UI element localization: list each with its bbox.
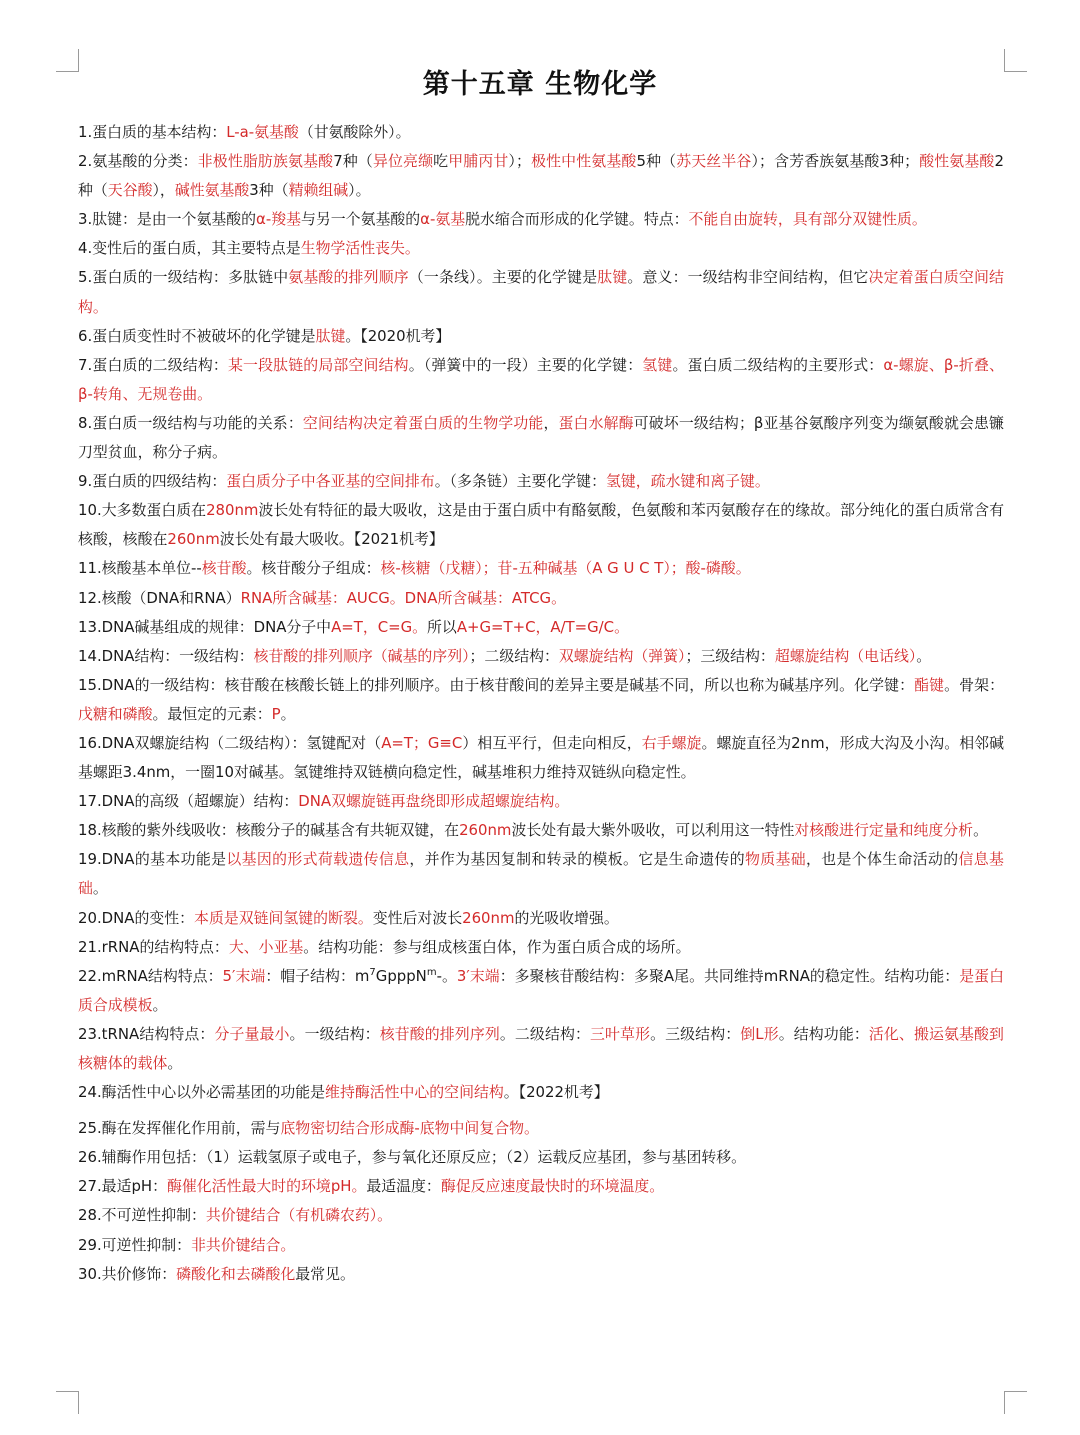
note-item-6 [78,322,1004,351]
corner-mark-bottom-left [56,1391,79,1414]
note-item-2 [78,147,1004,205]
highlighted-text: 肽键 [315,326,346,345]
highlighted-text: 260nm [459,821,512,840]
highlighted-text: A=T，C=G。 [331,617,428,636]
note-item-9 [78,467,1004,496]
highlighted-text: 核-核糖（戊糖）；苷-五种碱基（A G U C T）；酸-磷酸。 [380,559,751,578]
note-text: 26.辅酶作用包括：（1）运载氢原子或电子，参与氧化还原反应；（2）运载反应基团，参与基团转移。 [78,1148,747,1167]
highlighted-text: A+G=T+C，A/T=G/C。 [456,617,629,636]
superscript-text: m [426,966,437,978]
highlighted-text: 精赖组碱 [288,181,349,200]
note-text: 12.核酸（DNA和RNA） [78,588,241,607]
note-text: ，也是个体生命活动的 [806,850,959,869]
highlighted-text: A=T；G≡C [381,733,463,752]
note-text: 。【2022机考】 [503,1083,609,1102]
note-text: 22.mRNA结构特点： [78,966,223,985]
corner-mark-bottom-right [1004,1391,1027,1414]
highlighted-text: 极性中性氨基酸 [530,152,637,171]
highlighted-text: 核苷酸的排列顺序（碱基的序列） [253,646,470,665]
note-text: 3种（ [249,181,289,200]
note-text: ：帽子结构：m [265,966,370,985]
highlighted-text: 260nm [462,908,515,927]
highlighted-text: 维持酶活性中心的空间结构 [325,1083,504,1102]
note-text: 。结构功能： [778,1024,869,1043]
highlighted-text: DNA双螺旋链再盘绕即形成超螺旋结构。 [298,792,570,811]
note-item-10 [78,496,1004,554]
highlighted-text: 决定着蛋白质空间结构。 [78,268,1004,316]
highlighted-text: 甲脯丙甘 [448,152,509,171]
note-text: 5种（ [636,152,677,171]
highlighted-text: 大、小亚基 [228,937,304,956]
highlighted-text: 右手螺旋 [641,733,702,752]
highlighted-text: α-氨基 [420,210,466,229]
note-text: 30.共价修饰： [78,1264,177,1283]
note-text: ）， [152,181,175,200]
note-text: 2.氨基酸的分类： [78,152,198,171]
note-text: 。结构功能：参与组成核蛋白体，作为蛋白质合成的场所。 [303,937,691,956]
note-text: GpppN [375,966,427,985]
highlighted-text: 酸性氨基酸 [919,152,995,171]
highlighted-text: 分子量最小 [214,1024,290,1043]
highlighted-text: 底物密切结合形成酶-底物中间复合物。 [280,1119,539,1138]
highlighted-text: 肽键 [597,268,628,287]
note-text: 29.可逆性抑制： [78,1235,192,1254]
highlighted-text: 空间结构决定着蛋白质的生物学功能 [302,413,544,432]
note-text: ，并作为基因复制和转录的模板。它是生命遗传的 [409,850,745,869]
highlighted-text: 信息基础 [78,850,1004,898]
note-text: 。骨架： [944,675,1004,694]
highlighted-text: 共价键结合（有机磷农药）。 [205,1206,393,1225]
note-item-14 [78,642,1004,671]
note-text: 。意义：一级结构非空间结构，但它 [627,268,869,287]
highlighted-text: 碱性氨基酸 [174,181,250,200]
highlighted-text: 某一段肽链的局部空间结构 [227,355,409,374]
superscript-text: 7 [369,966,376,978]
highlighted-text: 倒L形 [740,1024,779,1043]
note-item-15 [78,671,1004,729]
note-text: 。核苷酸分子组成： [246,559,381,578]
note-text: 。二级结构： [499,1024,591,1043]
note-item-11 [78,554,1004,583]
note-item-28 [78,1201,1004,1230]
note-item-1 [78,118,1004,147]
note-text: 最常见。 [295,1264,355,1283]
note-text: （甘氨酸除外）。 [298,123,411,141]
note-text: ：多聚核苷酸结构：多聚A尾。共同维持mRNA的稳定性。结构功能： [499,966,960,985]
note-text: 。 [280,704,296,723]
note-text: 变性后对波长 [372,908,463,927]
note-text: 5.蛋白质的一级结构：多肽链中 [78,268,289,287]
highlighted-text: 生物学活性丧失。 [300,239,420,258]
note-item-3 [78,205,1004,234]
note-item-17 [78,787,1004,816]
note-text: ；二级结构： [469,646,559,665]
note-text: 28.不可逆性抑制： [78,1206,206,1225]
note-text: 的光吸收增强。 [514,908,619,927]
note-item-30 [78,1260,1004,1289]
note-item-23 [78,1020,1004,1078]
note-text: 。（弹簧中的一段）主要的化学键： [408,355,643,374]
note-text: 14.DNA结构：一级结构： [78,646,254,665]
note-item-22 [78,962,1004,1020]
highlighted-text: 3′末端 [456,966,500,985]
notes-list [78,118,1004,1289]
note-text: 10.大多数蛋白质在 [78,501,207,520]
note-text: 1.蛋白质的基本结构： [78,123,227,141]
note-text: ；三级结构： [685,646,775,665]
highlighted-text: 活化、搬运氨基酸到核糖体的载体 [78,1024,1004,1072]
note-text: 17.DNA的高级（超螺旋）结构： [78,792,299,811]
note-text: 11.核酸基本单位-- [78,559,202,578]
highlighted-text: 核苷酸 [201,559,247,578]
highlighted-text: 本质是双链间氢键的断裂。 [194,908,373,927]
note-text: 21.rRNA的结构特点： [78,937,229,956]
note-text: 与另一个氨基酸的 [301,210,421,229]
note-text: 可破坏一级结构；β亚基谷氨酸序列变为缬氨酸就会患镰刀型贫血，称分子病。 [78,413,1004,462]
note-item-13 [78,613,1004,642]
highlighted-text: 蛋白质分子中各亚基的空间排布 [226,472,435,491]
highlighted-text: 是蛋白质合成模板 [78,966,1005,1014]
highlighted-text: 戊糖和磷酸 [78,704,153,723]
highlighted-text: 苏天丝半谷 [676,152,752,171]
note-text: 18.核酸的紫外线吸收：核酸分子的碱基含有共轭双键，在 [78,821,460,840]
highlighted-text: 非极性脂肪族氨基酸 [197,152,334,171]
note-text: 16.DNA双螺旋结构（二级结构）：氢键配对（ [78,733,382,752]
note-text: 27.最适pH： [78,1177,168,1196]
note-text: （一条线）。主要的化学键是 [408,268,598,287]
note-text: 。 [92,879,108,898]
highlighted-text: 超螺旋结构（电话线） [774,646,917,665]
note-text: 。 [167,1054,183,1072]
note-item-29 [78,1231,1004,1260]
note-item-8 [78,409,1004,467]
highlighted-text: 氢键，疏水键和离子键。 [605,472,770,491]
highlighted-text: 非共价键结合。 [191,1235,296,1254]
note-text: 19.DNA的基本功能是 [78,850,227,869]
note-text: 25.酶在发挥催化作用前，需与 [78,1119,281,1138]
note-item-21 [78,933,1004,962]
note-text: 。螺旋直径为2nm，形成大沟及小沟。相邻碱基螺距3.4nm，一圈10对碱基。氢键维持双链横向稳定性，碱基堆积力维持双链纵向稳定性。 [78,733,1004,782]
note-text: 23.tRNA结构特点： [78,1024,215,1043]
highlighted-text: 磷酸化和去磷酸化 [176,1264,296,1283]
note-text: 脱水缩合而形成的化学键。特点： [465,210,689,229]
note-text: ）。 [348,181,371,200]
highlighted-text: 不能自由旋转，具有部分双键性质。 [688,210,927,229]
note-item-24 [78,1078,1004,1107]
note-text: 。 [152,995,168,1014]
note-text: 13.DNA碱基组成的规律：DNA分子中 [78,617,332,636]
note-text: 8.蛋白质一级结构与功能的关系： [78,413,303,432]
note-text: 20.DNA的变性： [78,908,195,927]
note-text: 。三级结构： [650,1024,741,1043]
note-item-4 [78,234,1004,263]
highlighted-text: P [271,704,281,723]
highlighted-text: 260nm [167,530,220,549]
highlighted-text: 核苷酸的排列序列 [379,1024,500,1043]
note-item-27 [78,1172,1004,1201]
note-text: 。最恒定的元素： [152,704,272,723]
note-text: 波长处有最大紫外吸收，可以利用这一特性 [511,821,795,840]
note-item-18 [78,816,1004,845]
note-text: 7.蛋白质的二级结构： [78,355,228,374]
note-text: -。 [436,966,457,985]
note-text: 所以 [427,617,457,636]
note-text: 波长处有最大吸收。【2021机考】 [219,530,444,549]
note-text: 7种（ [333,152,373,171]
note-text: ）； [508,152,531,171]
note-item-19 [78,845,1004,903]
highlighted-text: 天谷酸 [107,181,153,200]
highlighted-text: L-a-氨基酸 [226,123,299,141]
note-text: 。 [973,821,988,840]
note-text: 。蛋白质二级结构的主要形式： [672,355,884,374]
note-text: 9.蛋白质的四级结构： [78,472,227,491]
note-text: 。一级结构： [289,1024,380,1043]
note-text: 。 [916,646,932,665]
note-item-26 [78,1143,1004,1172]
highlighted-text: α-羧基 [256,210,301,229]
highlighted-text: 对核酸进行定量和纯度分析 [794,821,974,840]
note-text: 。【2020机考】 [345,326,451,345]
highlighted-text: 物质基础 [744,850,806,869]
highlighted-text: 以基因的形式荷载遗传信息 [226,850,410,869]
note-text: ）；含芳香族氨基酸3种； [751,152,920,171]
highlighted-text: 双螺旋结构（弹簧） [558,646,686,665]
highlighted-text: α-螺旋、β-折叠、β-转角、无规卷曲。 [78,355,1004,403]
highlighted-text: 酶促反应速度最快时的环境温度。 [440,1177,665,1196]
note-item-16 [78,729,1004,787]
note-text: 4.变性后的蛋白质，其主要特点是 [78,239,301,258]
note-item-7 [78,351,1004,409]
note-item-25 [78,1114,1004,1143]
highlighted-text: 酶催化活性最大时的环境pH。 [167,1177,367,1196]
note-text: 6.蛋白质变性时不被破坏的化学键是 [78,326,316,345]
highlighted-text: 蛋白水解酶 [558,413,634,432]
highlighted-text: 氢键 [642,355,673,374]
note-text: 15.DNA的一级结构：核苷酸在核酸长链上的排列顺序。由于核苷酸间的差异主要是碱基不同，所以也称为碱基序列。化学键： [78,675,915,694]
note-text: 最适温度： [366,1177,441,1196]
note-text: ， [543,413,559,432]
highlighted-text: 三叶草形 [590,1024,651,1043]
note-text: 。（多条链）主要化学键： [434,472,606,491]
highlighted-text: 异位亮缬 [372,152,434,171]
highlighted-text: 5′末端 [222,966,266,985]
note-item-12 [78,584,1004,613]
note-text: 波长处有特征的最大吸收，这是由于蛋白质中有酪氨酸，色氨酸和苯丙氨酸存在的缘故。部分纯化的蛋白质常含有核酸，核酸在 [78,501,1004,549]
note-item-5 [78,263,1004,321]
note-item-20 [78,904,1004,933]
note-text: 吃 [433,152,449,171]
highlighted-text: 氨基酸的排列顺序 [288,268,409,287]
page-title: 第十五章 生物化学 [422,69,658,100]
note-text: ）相互平行，但走向相反， [462,733,642,752]
highlighted-text: 酯键 [914,675,945,694]
note-text: 2种（ [78,152,1004,200]
highlighted-text: RNA所含碱基：AUCG。DNA所含碱基：ATCG。 [240,588,566,607]
note-text: 3.肽键：是由一个氨基酸的 [78,210,257,229]
highlighted-text: 280nm [206,501,259,520]
note-text: 24.酶活性中心以外必需基团的功能是 [78,1083,326,1102]
